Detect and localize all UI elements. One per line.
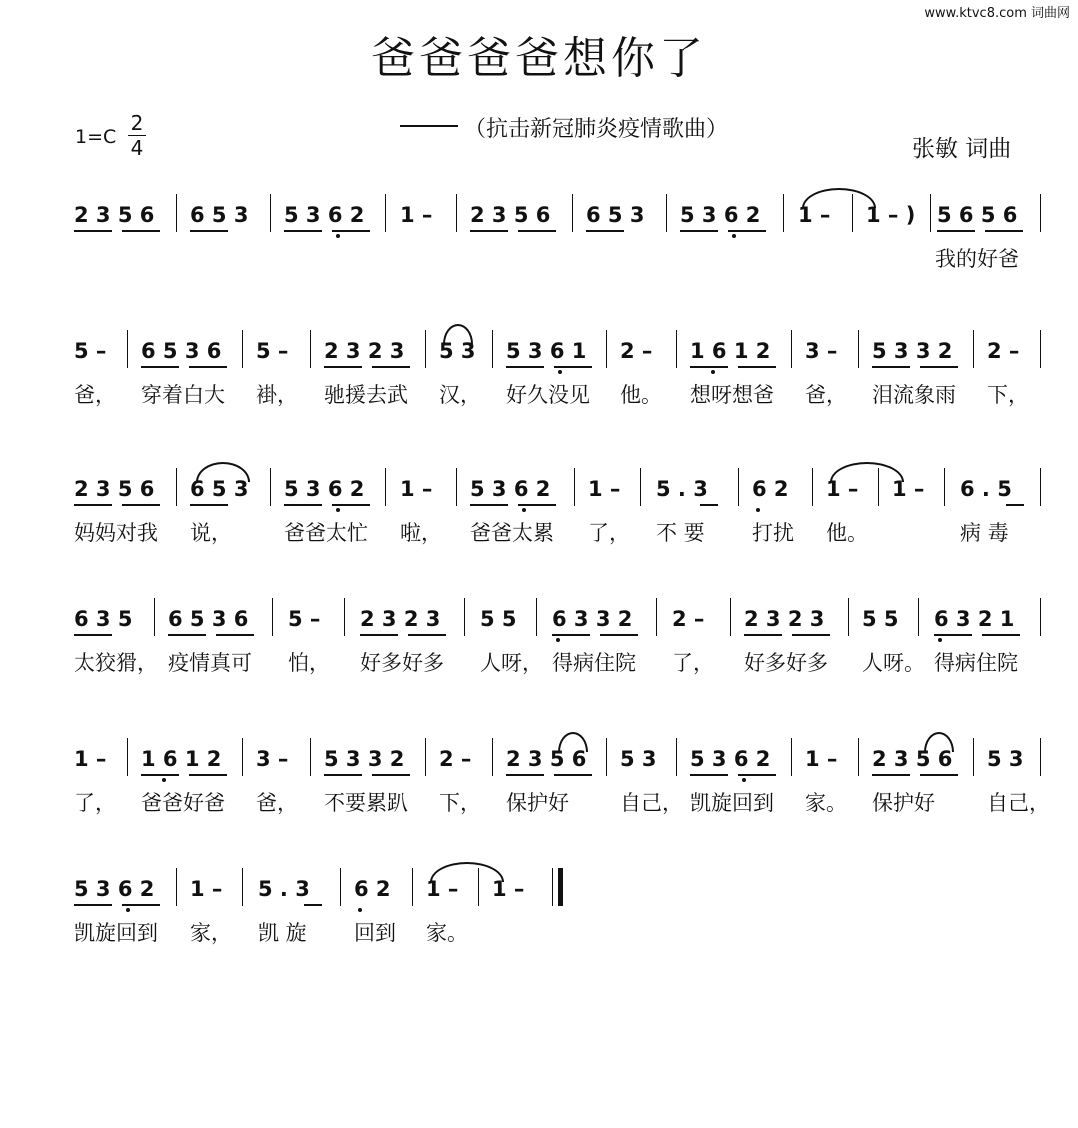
- note: 6 2: [752, 477, 789, 501]
- note: 6 2: [354, 877, 391, 901]
- lyric: 褂，: [256, 383, 298, 407]
- beam: [554, 774, 592, 776]
- lyric: 太狡猾，: [74, 651, 158, 675]
- beam: [744, 634, 782, 636]
- note: 5 5: [862, 607, 899, 631]
- low-octave-dot: [558, 370, 562, 374]
- barline: [176, 194, 177, 232]
- lyric: 保护好: [506, 791, 569, 815]
- barline: [270, 468, 271, 506]
- slur-arc: [443, 324, 473, 344]
- lyric: 回到: [354, 921, 396, 945]
- lyric: 好多好多: [360, 651, 444, 675]
- page-title: 爸爸爸爸想你了: [371, 33, 707, 84]
- lyric: 不要累趴: [324, 791, 408, 815]
- lyric: 他。: [826, 521, 868, 545]
- note: 1 6 1 2: [690, 339, 771, 363]
- barline: [791, 330, 792, 368]
- note: 5 6 5 6: [937, 203, 1018, 227]
- note: 6 5 3 6: [141, 339, 222, 363]
- barline: [478, 868, 479, 906]
- beam: [284, 504, 322, 506]
- lyric: 想呀想爸: [690, 383, 774, 407]
- barline: [738, 468, 739, 506]
- note: 6 . 5: [960, 477, 1012, 501]
- low-octave-dot: [742, 778, 746, 782]
- beam: [74, 904, 112, 906]
- note: 2 3 2 3: [360, 607, 441, 631]
- lyric: 得病住院: [934, 651, 1018, 675]
- tie-arc: [802, 188, 876, 208]
- note: 6 5 3 6: [168, 607, 249, 631]
- low-octave-dot: [126, 908, 130, 912]
- note: 2 3 2 3: [744, 607, 825, 631]
- lyric: 打扰: [752, 521, 794, 545]
- barline: [666, 194, 667, 232]
- barline: [656, 598, 657, 636]
- note: 2 –: [672, 607, 705, 631]
- beam: [700, 504, 718, 506]
- low-octave-dot: [336, 508, 340, 512]
- low-octave-dot: [162, 778, 166, 782]
- slur-arc: [196, 462, 250, 482]
- note: 5 3 6 2: [690, 747, 771, 771]
- beam: [360, 634, 398, 636]
- beam: [982, 634, 1020, 636]
- watermark: www.ktvc8.com 词曲网: [924, 6, 1070, 21]
- note: 2 –: [620, 339, 653, 363]
- barline: [464, 598, 465, 636]
- barline: [456, 468, 457, 506]
- note: 5 3 6 2: [284, 203, 365, 227]
- low-octave-dot: [938, 638, 942, 642]
- beam: [920, 774, 958, 776]
- low-octave-dot: [336, 234, 340, 238]
- beam: [122, 230, 160, 232]
- lyric: 穿着白大: [141, 383, 225, 407]
- lyric: 家。: [426, 921, 468, 945]
- note: 1 –: [426, 877, 459, 901]
- time-signature-top: 2: [130, 111, 144, 135]
- lyrics-line: [0, 920, 468, 1102]
- note: 5 3 6 2: [74, 877, 155, 901]
- barline: [783, 194, 784, 232]
- note: 5 . 3: [258, 877, 310, 901]
- beam: [189, 774, 227, 776]
- note: 5 –: [288, 607, 321, 631]
- lyric: 妈妈对我: [74, 521, 158, 545]
- lyric: 爸爸太累: [470, 521, 554, 545]
- lyric: 爸，: [74, 383, 116, 407]
- note: 5 –: [256, 339, 289, 363]
- barline: [310, 738, 311, 776]
- barline: [791, 738, 792, 776]
- beam: [168, 634, 206, 636]
- barline: [310, 330, 311, 368]
- note: 1 6 1 2: [141, 747, 222, 771]
- barline: [878, 468, 879, 506]
- lyric: 驰援去武: [324, 383, 408, 407]
- lyric: 泪流象雨: [872, 383, 956, 407]
- note: 5 . 3: [656, 477, 708, 501]
- lyric: 凯旋回到: [690, 791, 774, 815]
- low-octave-dot: [358, 908, 362, 912]
- barline: [176, 868, 177, 906]
- note: 6 3 3 2: [552, 607, 633, 631]
- lyric: 保护好: [872, 791, 935, 815]
- note: 1 –: [492, 877, 525, 901]
- beam: [122, 904, 160, 906]
- note: 1 – ): [866, 203, 916, 227]
- low-octave-dot: [556, 638, 560, 642]
- note: 2 3 5 6: [872, 747, 953, 771]
- barline: [676, 330, 677, 368]
- beam: [74, 634, 112, 636]
- lyric: 了，: [74, 791, 116, 815]
- slur-arc: [924, 732, 954, 752]
- final-barline-thick: [558, 868, 563, 906]
- barline: [606, 330, 607, 368]
- beam: [934, 634, 972, 636]
- note: 5 3 6 2: [470, 477, 551, 501]
- lyric: 病 毒: [960, 521, 1009, 545]
- slur-arc: [558, 732, 588, 752]
- note: 1 –: [190, 877, 223, 901]
- barline: [412, 868, 413, 906]
- note: 5 3: [620, 747, 657, 771]
- beam: [74, 504, 112, 506]
- lyric: 怕，: [288, 651, 330, 675]
- lyric: 爸爸太忙: [284, 521, 368, 545]
- barline: [242, 868, 243, 906]
- lyric: 下，: [987, 383, 1029, 407]
- barline: [812, 468, 813, 506]
- beam: [600, 634, 638, 636]
- beam: [216, 634, 254, 636]
- note: 1 –: [798, 203, 831, 227]
- barline: [242, 330, 243, 368]
- low-octave-dot: [756, 508, 760, 512]
- barline: [242, 738, 243, 776]
- lyric: 他。: [620, 383, 662, 407]
- barline: [492, 330, 493, 368]
- lyric: 疫情真可: [168, 651, 252, 675]
- barline: [848, 598, 849, 636]
- barline: [574, 468, 575, 506]
- lyric: 我的好爸: [935, 247, 1019, 271]
- subtitle: [400, 112, 728, 143]
- beam: [304, 904, 322, 906]
- beam: [1006, 504, 1024, 506]
- barline: [127, 738, 128, 776]
- barline: [344, 598, 345, 636]
- key-signature: 1=C: [75, 126, 117, 148]
- beam: [74, 230, 112, 232]
- beam: [690, 366, 728, 368]
- lyric: 说，: [190, 521, 232, 545]
- barline: [127, 330, 128, 368]
- barline: [606, 738, 607, 776]
- beam: [518, 230, 556, 232]
- barline: [536, 598, 537, 636]
- beam: [506, 366, 544, 368]
- beam: [470, 230, 508, 232]
- barline: [944, 468, 945, 506]
- beam: [738, 774, 776, 776]
- beam: [586, 230, 624, 232]
- note: 6 5 3: [586, 203, 645, 227]
- beam: [332, 230, 370, 232]
- note: 5 3 6 2: [284, 477, 365, 501]
- barline: [340, 868, 341, 906]
- barline: [1040, 738, 1041, 776]
- barline: [858, 738, 859, 776]
- low-octave-dot: [711, 370, 715, 374]
- beam: [872, 774, 910, 776]
- lyric: 了，: [588, 521, 630, 545]
- barline: [385, 468, 386, 506]
- barline: [858, 330, 859, 368]
- note: 5 3 3 2: [324, 747, 405, 771]
- barline: [492, 738, 493, 776]
- barline: [1040, 598, 1041, 636]
- note: 3 –: [805, 339, 838, 363]
- barline: [918, 598, 919, 636]
- note: 2 –: [987, 339, 1020, 363]
- beam: [408, 634, 446, 636]
- note: 2 –: [439, 747, 472, 771]
- beam: [985, 230, 1023, 232]
- beam: [284, 230, 322, 232]
- time-signature: [128, 112, 146, 159]
- beam: [324, 774, 362, 776]
- beam: [792, 634, 830, 636]
- lyric: 啦，: [400, 521, 442, 545]
- beam: [372, 774, 410, 776]
- barline: [572, 194, 573, 232]
- subtitle-text: （抗击新冠肺炎疫情歌曲）: [464, 117, 729, 142]
- note: 2 3 2 3: [324, 339, 405, 363]
- beam: [324, 366, 362, 368]
- lyric: 下，: [439, 791, 481, 815]
- lyric: 家。: [805, 791, 847, 815]
- barline: [385, 194, 386, 232]
- barline: [270, 194, 271, 232]
- note: 6 3 5: [74, 607, 133, 631]
- beam: [554, 366, 592, 368]
- note: 1 –: [588, 477, 621, 501]
- lyric: 不 要: [656, 521, 705, 545]
- beam: [680, 230, 718, 232]
- barline: [1040, 330, 1041, 368]
- note: 2 3 5 6: [506, 747, 587, 771]
- lyric: 凯旋回到: [74, 921, 158, 945]
- note: 6 3 2 1: [934, 607, 1015, 631]
- barline: [456, 194, 457, 232]
- note: 2 3 5 6: [74, 203, 155, 227]
- barline: [1040, 468, 1041, 506]
- barline: [973, 738, 974, 776]
- beam: [552, 634, 590, 636]
- beam: [332, 504, 370, 506]
- beam: [518, 504, 556, 506]
- lyric: 自己，: [987, 791, 1050, 815]
- barline: [272, 598, 273, 636]
- note: 1 –: [826, 477, 859, 501]
- lyric: 凯 旋: [258, 921, 307, 945]
- note: 5 3 6 1: [506, 339, 587, 363]
- note: 5 –: [74, 339, 107, 363]
- barline: [640, 468, 641, 506]
- lyric: 人呀。: [862, 651, 925, 675]
- lyric: 好多好多: [744, 651, 828, 675]
- barline: [730, 598, 731, 636]
- barline: [676, 738, 677, 776]
- barline: [1040, 194, 1041, 232]
- note: 3 –: [256, 747, 289, 771]
- note: 5 3: [439, 339, 476, 363]
- note: 1 –: [74, 747, 107, 771]
- beam: [937, 230, 975, 232]
- beam: [190, 230, 228, 232]
- barline: [852, 194, 853, 232]
- beam: [122, 504, 160, 506]
- beam: [470, 504, 508, 506]
- beam: [506, 774, 544, 776]
- subtitle-dash: [400, 125, 458, 127]
- note: 5 5: [480, 607, 517, 631]
- beam: [872, 366, 910, 368]
- beam: [141, 774, 179, 776]
- lyrics-line: [0, 246, 1019, 324]
- low-octave-dot: [522, 508, 526, 512]
- lyric: 人呀，: [480, 651, 543, 675]
- lyric: 好久没见: [506, 383, 590, 407]
- beam: [372, 366, 410, 368]
- author-credit: 张敏 词曲: [912, 136, 1012, 162]
- note: 6 5 3: [190, 203, 249, 227]
- beam: [190, 504, 228, 506]
- note: 5 3 3 2: [872, 339, 953, 363]
- note: 6 5 3: [190, 477, 249, 501]
- beam: [920, 366, 958, 368]
- lyric: 爸，: [805, 383, 847, 407]
- note: 1 –: [892, 477, 925, 501]
- time-signature-bottom: 4: [130, 136, 144, 160]
- lyric: 汉，: [439, 383, 481, 407]
- lyric: 自己，: [620, 791, 683, 815]
- beam: [738, 366, 776, 368]
- barline: [176, 468, 177, 506]
- beam: [690, 774, 728, 776]
- barline: [973, 330, 974, 368]
- barline: [154, 598, 155, 636]
- note: 2 3 5 6: [470, 203, 551, 227]
- note: 1 –: [805, 747, 838, 771]
- lyric: 得病住院: [552, 651, 636, 675]
- note: 1 –: [400, 203, 433, 227]
- lyric: 爸爸好爸: [141, 791, 225, 815]
- note: 2 3 5 6: [74, 477, 155, 501]
- lyric: 爸，: [256, 791, 298, 815]
- beam: [728, 230, 766, 232]
- barline: [425, 738, 426, 776]
- final-barline-thin: [552, 868, 553, 906]
- lyric: 家，: [190, 921, 232, 945]
- barline: [930, 194, 931, 232]
- note: 5 3: [987, 747, 1024, 771]
- lyric: 了，: [672, 651, 714, 675]
- note: 5 3 6 2: [680, 203, 761, 227]
- beam: [141, 366, 179, 368]
- barline: [425, 330, 426, 368]
- beam: [189, 366, 227, 368]
- low-octave-dot: [732, 234, 736, 238]
- note: 1 –: [400, 477, 433, 501]
